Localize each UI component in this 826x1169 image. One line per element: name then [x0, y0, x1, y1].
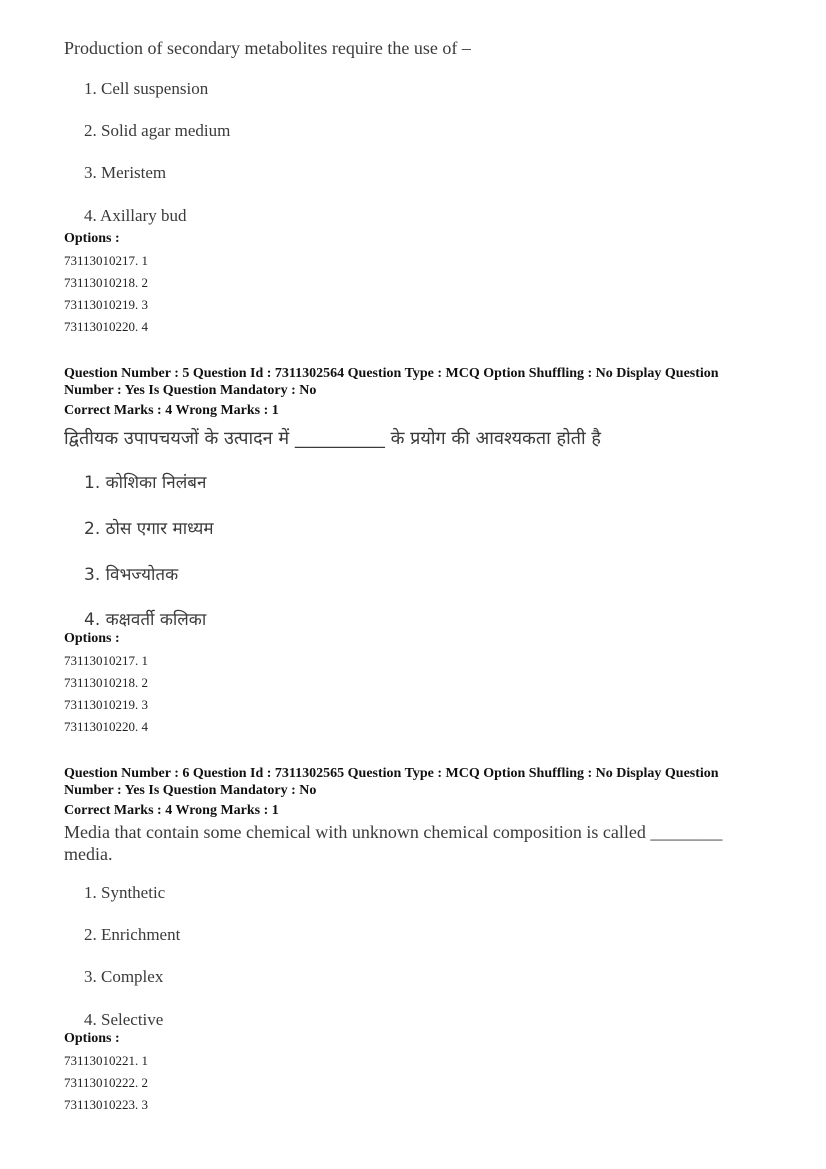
- question-5-options-label: Options :: [64, 631, 120, 646]
- question-5-option-4: 73113010220. 4: [64, 719, 149, 734]
- question-5-option-3: 73113010219. 3: [64, 697, 149, 712]
- question-6-meta-line-2: Number : Yes Is Question Mandatory : No: [64, 783, 317, 798]
- question-6-choice-4: 4. Selective: [84, 1010, 164, 1029]
- question-6-choice-2: 2. Enrichment: [84, 925, 181, 944]
- question-6-choice-3: 3. Complex: [84, 967, 164, 986]
- question-4-choice-1: 1. Cell suspension: [84, 79, 209, 98]
- question-5-choice-3: 3. विभज्योतक: [84, 565, 179, 585]
- question-4-option-4: 73113010220. 4: [64, 319, 149, 334]
- question-4-stem: Production of secondary metabolites require the use of –: [64, 38, 471, 58]
- question-6-choice-1: 1. Synthetic: [84, 883, 166, 902]
- question-5-marks: Correct Marks : 4 Wrong Marks : 1: [64, 403, 279, 418]
- question-4-option-2: 73113010218. 2: [64, 275, 149, 290]
- question-6-meta-line-1: Question Number : 6 Question Id : 7311302565 Question Type : MCQ Option Shuffling : No Display Question: [64, 766, 719, 781]
- question-5-choice-1: 1. कोशिका निलंबन: [84, 473, 207, 493]
- question-6-option-3: 73113010223. 3: [64, 1097, 149, 1112]
- question-5-option-1: 73113010217. 1: [64, 653, 149, 668]
- question-5-choice-4: 4. कक्षवर्ती कलिका: [84, 610, 207, 630]
- question-6-stem-line-1: Media that contain some chemical with unknown chemical composition is called ________: [64, 822, 723, 842]
- question-5-meta-line-2: Number : Yes Is Question Mandatory : No: [64, 383, 317, 398]
- question-4-option-3: 73113010219. 3: [64, 297, 149, 312]
- question-4-choice-3: 3. Meristem: [84, 163, 167, 182]
- question-4-choice-2: 2. Solid agar medium: [84, 121, 231, 140]
- question-6-stem-line-2: media.: [64, 844, 113, 864]
- question-6-marks: Correct Marks : 4 Wrong Marks : 1: [64, 803, 279, 818]
- question-5-option-2: 73113010218. 2: [64, 675, 149, 690]
- question-6-option-2: 73113010222. 2: [64, 1075, 149, 1090]
- question-5-meta-line-1: Question Number : 5 Question Id : 7311302564 Question Type : MCQ Option Shuffling : No Display Question: [64, 366, 719, 381]
- question-4-option-1: 73113010217. 1: [64, 253, 149, 268]
- question-4-options-label: Options :: [64, 231, 120, 246]
- question-6-options-label: Options :: [64, 1031, 120, 1046]
- question-5-choice-2: 2. ठोस एगार माध्यम: [84, 519, 214, 539]
- question-6-option-1: 73113010221. 1: [64, 1053, 149, 1068]
- question-4-choice-4: 4. Axillary bud: [84, 206, 187, 225]
- question-5-stem: द्वितीयक उपापचयजों के उत्पादन में __________ के प्रयोग की आवश्यकता होती है: [64, 428, 601, 449]
